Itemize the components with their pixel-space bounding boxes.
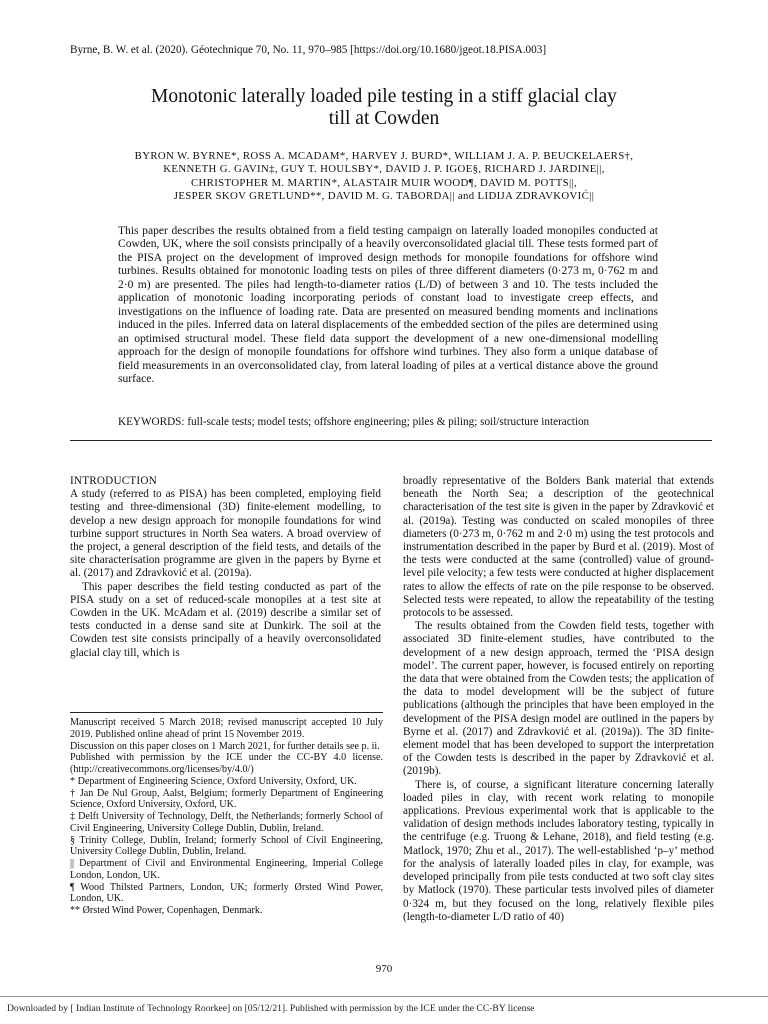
journal-citation: Byrne, B. W. et al. (2020). Géotechnique 70, No. 11, 970–985 [https://doi.org/10.1680/jgeot.18.PISA.003] (70, 44, 547, 56)
footnote: ¶ Wood Thilsted Partners, London, UK; formerly Ørsted Wind Power, London, UK. (70, 881, 383, 905)
section-divider (70, 440, 712, 441)
footnote: Discussion on this paper closes on 1 March 2021, for further details see p. ii. (70, 740, 380, 752)
footnote: † Jan De Nul Group, Aalst, Belgium; formerly Department of Engineering Science, Oxford University, Oxford, UK. (70, 787, 383, 811)
body-paragraph: This paper describes the field testing conducted as part of the PISA study on a set of reduced-scale monopiles at a test site at Cowden in the UK. McAdam et al. (2019) describe a similar set of tests conducted in a dense sand site at Dunkirk. The soil at the Cowden test site consists principally of a heavily overconsolidated glacial clay till, which is (70, 580, 381, 659)
footnote: ** Ørsted Wind Power, Copenhagen, Denmark. (70, 905, 263, 916)
author-line: BYRON W. BYRNE*, ROSS A. MCADAM*, HARVEY J. BURD*, WILLIAM J. A. P. BEUCKELAERS†, (134, 150, 634, 162)
paper-title (0, 86, 768, 130)
author-line: KENNETH G. GAVIN‡, GUY T. HOULSBY*, DAVID J. P. IGOE§, RICHARD J. JARDINE||, (163, 163, 605, 176)
abstract: This paper describes the results obtained from a field testing campaign on laterally loaded monopiles conducted at Cowden, UK, where the soil consists principally of a heavily overconsolidated glacial till. These tests formed part of the PISA project on the development of improved design methods for monopile foundations for offshore wind turbines. Results obtained for monotonic loading tests on piles of three different diameters (0·273 m, 0·762 m and 2·0 m) are presented. The piles had length-to-diameter ratios (L/D) of between 3 and 10. The tests included the application of monotonic loading incorporating periods of constant load to investigate creep effects, and investigations on the influence of loading rate. Data are presented on measured bending moments and inclinations induced in the piles. Inferred data on lateral displacements of the embedded section of the piles are determined using an optimised structural model. These field data support the development of a new one-dimensional modelling approach for the design of monopile foundations for offshore wind turbines. They also form a unique database of field measurements in an overconsolidated clay, from lateral loading of piles at a vertical distance above the ground surface. (118, 225, 658, 385)
footer-divider (0, 996, 768, 997)
body-paragraph: There is, of course, a significant literature concerning laterally loaded piles in clay, with recent work relating to monopile applications. Previous experimental work that is applicable to the validation of design methods includes laboratory testing, typically in the centrifuge (e.g. Truong & Lehane, 2018), and field testing (e.g. Matlock, 1970; Zhu et al., 2017). The well-established ‘p–y’ method for the analysis of laterally loaded piles in clay, for example, was developed principally from pile tests conducted at two soft clay sites by Matlock (1970). These particular tests involved piles of diameter 0·324 m, but they focused on the long, relatively flexible piles (length-to-diameter L/D ratio of 40) (403, 778, 714, 923)
title-line-1: Monotonic laterally loaded pile testing in a stiff glacial clay (151, 86, 617, 107)
footnote: § Trinity College, Dublin, Ireland; formerly School of Civil Engineering, University College Dublin, Dublin, Ireland. (70, 834, 383, 858)
footnote: || Department of Civil and Environmental Engineering, Imperial College London, London, UK. (70, 858, 383, 881)
section-heading: INTRODUCTION (70, 475, 157, 487)
body-paragraph: A study (referred to as PISA) has been completed, employing field testing and three-dimensional (3D) finite-element modelling, to develop a new design approach for monopile foundations for wind turbine support structures in North Sea waters. A broad overview of the project, a general description of the field tests, and details of the site characterisation programme are given in the papers by Byrne et al. (2017) and Zdravković et al. (2019a). (70, 488, 381, 580)
footnote: Manuscript received 5 March 2018; revised manuscript accepted 10 July 2019. Published online ahead of print 15 November 2019. (70, 717, 383, 740)
title-line-2: till at Cowden (328, 108, 440, 129)
footnotes (70, 717, 383, 917)
left-column (70, 475, 381, 660)
keywords-text: full-scale tests; model tests; offshore engineering; piles & piling; soil/structure interaction (187, 416, 590, 428)
body-paragraph: broadly representative of the Bolders Bank material that extends beneath the North Sea; a description of the geotechnical characterisation of the test site is given in the paper by Zdravković et al. (2019a). Testing was conducted on scaled monopiles of three diameters (0·273 m, 0·762 m and 2·0 m) using the test protocols and instrumentation described in the paper by Burd et al. (2019). Most of the tests were conducted at the same (controlled) value of ground-level pile velocity; a few tests were conducted at higher displacement rates to allow the effects of rate on the pile response to be observed. Selected tests were repeated, to allow the repeatability of the testing protocols to be assessed. (403, 475, 714, 620)
download-note: Downloaded by [ Indian Institute of Technology Roorkee] on [05/12/21]. Published with permission by the ICE under the CC-BY license (7, 1003, 535, 1014)
footnote: ‡ Delft University of Technology, Delft, the Netherlands; formerly School of Civil Engineering, University College Dublin, Dublin, Ireland. (70, 811, 383, 834)
right-column (403, 475, 714, 924)
footnote: Published with permission by the ICE under the CC-BY 4.0 license. (http://creativecommons.org/licenses/by/4.0/) (70, 752, 383, 775)
author-line: JESPER SKOV GRETLUND**, DAVID M. G. TABORDA|| and LIDIJA ZDRAVKOVIĆ|| (173, 189, 595, 202)
author-list (60, 150, 708, 203)
footnote-divider (70, 712, 383, 713)
author-line: CHRISTOPHER M. MARTIN*, ALASTAIR MUIR WOOD¶, DAVID M. POTTS||, (190, 176, 578, 189)
footnote: * Department of Engineering Science, Oxford University, Oxford, UK. (70, 775, 357, 787)
page-number: 970 (375, 963, 393, 975)
keywords (118, 415, 688, 429)
keywords-label: KEYWORDS: (118, 416, 185, 428)
body-paragraph: The results obtained from the Cowden field tests, together with associated 3D finite-element studies, have contributed to the development of a new design approach, termed the ‘PISA design model’. The current paper, however, is focused entirely on reporting the data that were obtained from the Cowden tests; the application of the data to model development will be the subject of future publications (although the principles that have been employed in the development of the PISA design model are outlined in the papers by Byrne et al. (2017) and Zdravković et al. (2019a)). The 3D finite-element model that has been developed to support the interpretation of the Cowden tests is described in the paper by Zdravković et al. (2019b). (403, 620, 714, 778)
